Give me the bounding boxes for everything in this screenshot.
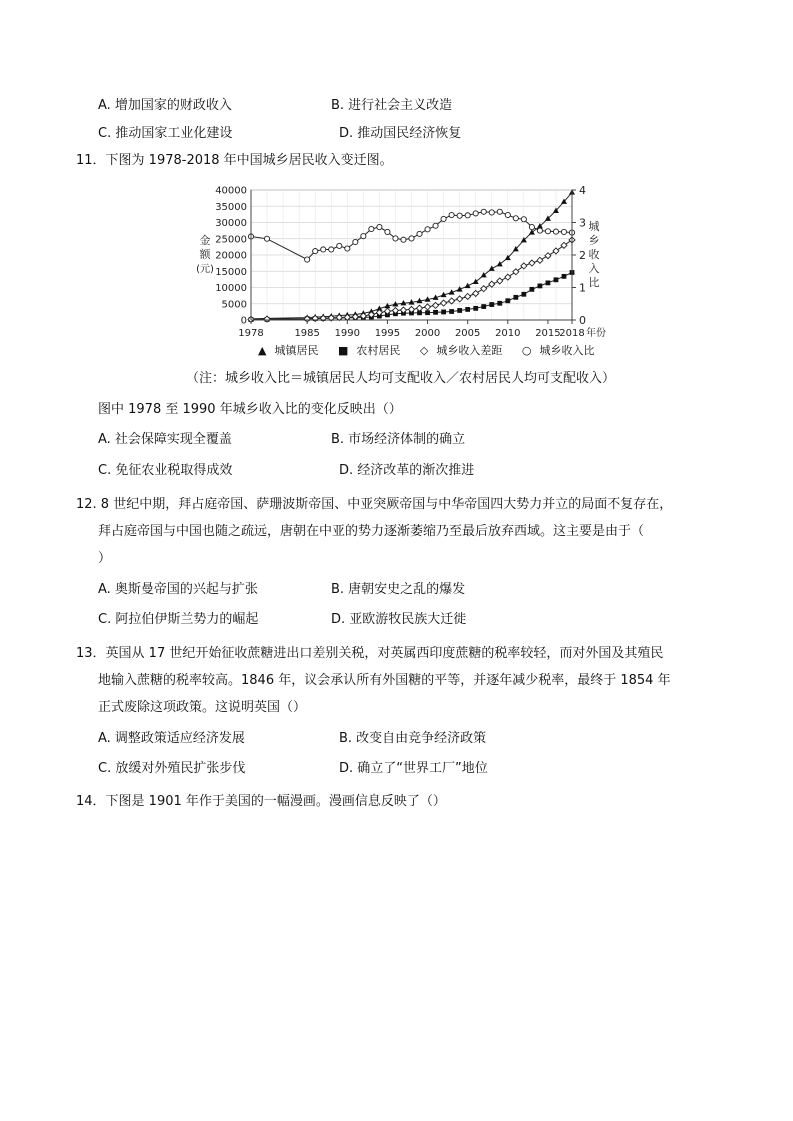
data-point-circle bbox=[385, 229, 390, 234]
y-right-tick-label: 3 bbox=[579, 216, 586, 230]
data-point-square bbox=[546, 280, 551, 285]
x-axis-unit-label: 年份 bbox=[586, 328, 606, 339]
data-point-circle bbox=[337, 243, 342, 248]
y-right-axis-label: 比 bbox=[588, 276, 600, 289]
data-point-square bbox=[513, 295, 518, 300]
y-right-axis-label: 城 bbox=[588, 220, 600, 233]
y-left-tick-label: 15000 bbox=[215, 266, 247, 278]
y-right-axis-label: 收 bbox=[588, 248, 600, 261]
data-point-circle bbox=[497, 209, 502, 214]
income-chart-svg bbox=[190, 178, 610, 360]
y-right-axis-label: 入 bbox=[588, 262, 600, 275]
q13-stem-line3: 正式废除这项政策。这说明英国（） bbox=[98, 700, 307, 715]
square-marker-icon: ■ bbox=[337, 344, 349, 357]
data-point-square bbox=[489, 302, 494, 307]
data-point-square bbox=[481, 304, 486, 309]
q12-stem-line3: ） bbox=[98, 551, 112, 566]
y-left-tick-label: 25000 bbox=[215, 234, 247, 246]
data-point-circle bbox=[321, 247, 326, 252]
data-point-circle bbox=[425, 227, 430, 232]
data-point-square bbox=[554, 277, 559, 282]
data-point-square bbox=[425, 310, 430, 315]
data-point-circle bbox=[489, 210, 494, 215]
legend-item-urban bbox=[258, 344, 326, 357]
data-point-circle bbox=[521, 217, 526, 222]
chart-legend bbox=[258, 342, 610, 358]
data-point-circle bbox=[409, 236, 414, 241]
x-tick-label: 2000 bbox=[414, 328, 441, 339]
y-left-axis-label: 额 bbox=[199, 248, 211, 261]
x-tick-label: 1990 bbox=[334, 328, 361, 339]
data-point-square bbox=[441, 310, 446, 315]
q13-option-b: B. 改变自由竞争经济政策 bbox=[339, 731, 487, 746]
data-point-square bbox=[497, 301, 502, 306]
q10-option-b: B. 进行社会主义改造 bbox=[331, 98, 453, 113]
data-point-circle bbox=[377, 224, 382, 229]
q12-option-a: A. 奥斯曼帝国的兴起与扩张 bbox=[98, 582, 258, 597]
data-point-square bbox=[562, 274, 567, 279]
legend-label: 城乡收入差距 bbox=[436, 344, 503, 357]
data-point-circle bbox=[513, 216, 518, 221]
y-left-tick-label: 0 bbox=[240, 315, 247, 327]
q12-stem-line1: 12. 8 世纪中期，拜占庭帝国、萨珊波斯帝国、中亚突厥帝国与中华帝国四大势力并立的局面不复存在， bbox=[76, 497, 673, 512]
q11-option-c: C. 免征农业税取得成效 bbox=[98, 463, 233, 478]
q12-option-d: D. 亚欧游牧民族大迁徙 bbox=[331, 612, 467, 627]
q10-option-c: C. 推动国家工业化建设 bbox=[98, 126, 233, 141]
data-point-square bbox=[457, 308, 462, 313]
y-left-tick-label: 35000 bbox=[215, 201, 247, 213]
data-point-circle bbox=[537, 228, 542, 233]
x-tick-label: 2010 bbox=[495, 328, 521, 339]
q11-question: 图中 1978 至 1990 年城乡收入比的变化反映出（） bbox=[98, 402, 402, 417]
data-point-circle bbox=[441, 216, 446, 221]
data-point-circle bbox=[481, 209, 486, 214]
q10-option-a: A. 增加国家的财政收入 bbox=[98, 98, 232, 113]
data-point-square bbox=[521, 292, 526, 297]
x-tick-label: 1995 bbox=[374, 328, 401, 339]
y-right-tick-label: 0 bbox=[579, 314, 586, 327]
data-point-circle bbox=[457, 213, 462, 218]
data-point-square bbox=[538, 284, 543, 289]
legend-label: 城乡收入比 bbox=[539, 344, 595, 357]
y-right-tick-label: 1 bbox=[579, 281, 586, 295]
chart-note: （注：城乡收入比＝城镇居民人均可支配收入／农村居民人均可支配收入） bbox=[186, 371, 616, 386]
data-point-circle bbox=[264, 236, 269, 241]
q10-option-d: D. 推动国民经济恢复 bbox=[339, 126, 462, 141]
data-point-circle bbox=[529, 224, 534, 229]
legend-item-rural bbox=[338, 344, 408, 357]
q13-stem-line2: 地输入蔗糖的税率较高。1846 年，议会承认所有外国糖的平等，并逐年减少税率，最终于 1854 年 bbox=[98, 673, 671, 688]
data-point-circle bbox=[401, 237, 406, 242]
data-point-square bbox=[529, 287, 534, 292]
data-point-circle bbox=[449, 212, 454, 217]
data-point-square bbox=[449, 309, 454, 314]
q13-option-c: C. 放缓对外殖民扩张步伐 bbox=[98, 761, 246, 776]
diamond-marker-icon: ◇ bbox=[419, 344, 429, 357]
y-left-tick-label: 5000 bbox=[221, 299, 247, 311]
data-point-square bbox=[465, 307, 470, 312]
y-left-tick-label: 10000 bbox=[215, 283, 247, 294]
x-tick-label: 2005 bbox=[454, 328, 481, 339]
q11-stem: 11．下图为 1978-2018 年中国城乡居民收入变迁图。 bbox=[76, 153, 393, 168]
data-point-circle bbox=[465, 213, 470, 218]
data-point-circle bbox=[329, 247, 334, 252]
y-right-axis-label: 乡 bbox=[588, 234, 600, 247]
data-point-circle bbox=[505, 212, 510, 217]
y-left-tick-label: 40000 bbox=[215, 185, 247, 197]
circle-marker-icon: ○ bbox=[521, 344, 532, 357]
data-point-circle bbox=[353, 239, 358, 244]
legend-item-ratio bbox=[522, 344, 603, 357]
data-point-square bbox=[433, 310, 438, 315]
y-right-tick-label: 4 bbox=[579, 184, 586, 197]
data-point-square bbox=[473, 306, 478, 311]
x-tick-label: 1985 bbox=[294, 328, 320, 339]
q11-option-b: B. 市场经济体制的确立 bbox=[331, 432, 466, 447]
x-tick-label: 2015 bbox=[535, 328, 561, 339]
q11-option-d: D. 经济改革的渐次推进 bbox=[339, 463, 475, 478]
y-left-axis-label: (元) bbox=[196, 264, 214, 275]
q12-stem-line2: 拜占庭帝国与中国也随之疏远，唐朝在中亚的势力逐渐萎缩乃至最后放弃西域。这主要是由于（ bbox=[98, 524, 645, 539]
data-point-circle bbox=[305, 257, 310, 262]
data-point-circle bbox=[433, 223, 438, 228]
x-tick-label: 2018 bbox=[559, 328, 585, 339]
data-point-circle bbox=[545, 229, 550, 234]
y-left-tick-label: 20000 bbox=[215, 250, 247, 262]
data-point-circle bbox=[345, 246, 350, 251]
q13-option-a: A. 调整政策适应经济发展 bbox=[98, 731, 245, 746]
data-point-circle bbox=[473, 211, 478, 216]
q14-stem: 14．下图是 1901 年作于美国的一幅漫画。漫画信息反映了（） bbox=[76, 794, 446, 809]
data-point-circle bbox=[313, 249, 318, 254]
q12-option-b: B. 唐朝安史之乱的爆发 bbox=[331, 582, 466, 597]
q13-option-d: D. 确立了“世界工厂”地位 bbox=[339, 761, 488, 776]
triangle-marker-icon: ▲ bbox=[258, 344, 267, 357]
legend-item-gap bbox=[420, 344, 510, 357]
x-tick-label: 1978 bbox=[238, 328, 264, 339]
income-chart bbox=[190, 178, 610, 360]
data-point-circle bbox=[561, 229, 566, 234]
data-point-circle bbox=[361, 234, 366, 239]
data-point-circle bbox=[417, 231, 422, 236]
data-point-square bbox=[505, 298, 510, 303]
legend-label: 农村居民 bbox=[356, 344, 401, 357]
data-point-circle bbox=[369, 226, 374, 231]
y-right-tick-label: 2 bbox=[579, 249, 586, 262]
y-left-axis-label: 金 bbox=[199, 234, 211, 247]
q11-option-a: A. 社会保障实现全覆盖 bbox=[98, 432, 232, 447]
q13-stem-line1: 13．英国从 17 世纪开始征收蔗糖进出口差别关税，对英属西印度蔗糖的税率较轻，而对外国及其殖民 bbox=[76, 646, 664, 661]
q12-option-c: C. 阿拉伯伊斯兰势力的崛起 bbox=[98, 612, 259, 627]
data-point-circle bbox=[393, 236, 398, 241]
y-left-tick-label: 30000 bbox=[215, 218, 247, 229]
legend-label: 城镇居民 bbox=[274, 344, 319, 357]
data-point-circle bbox=[553, 229, 558, 234]
